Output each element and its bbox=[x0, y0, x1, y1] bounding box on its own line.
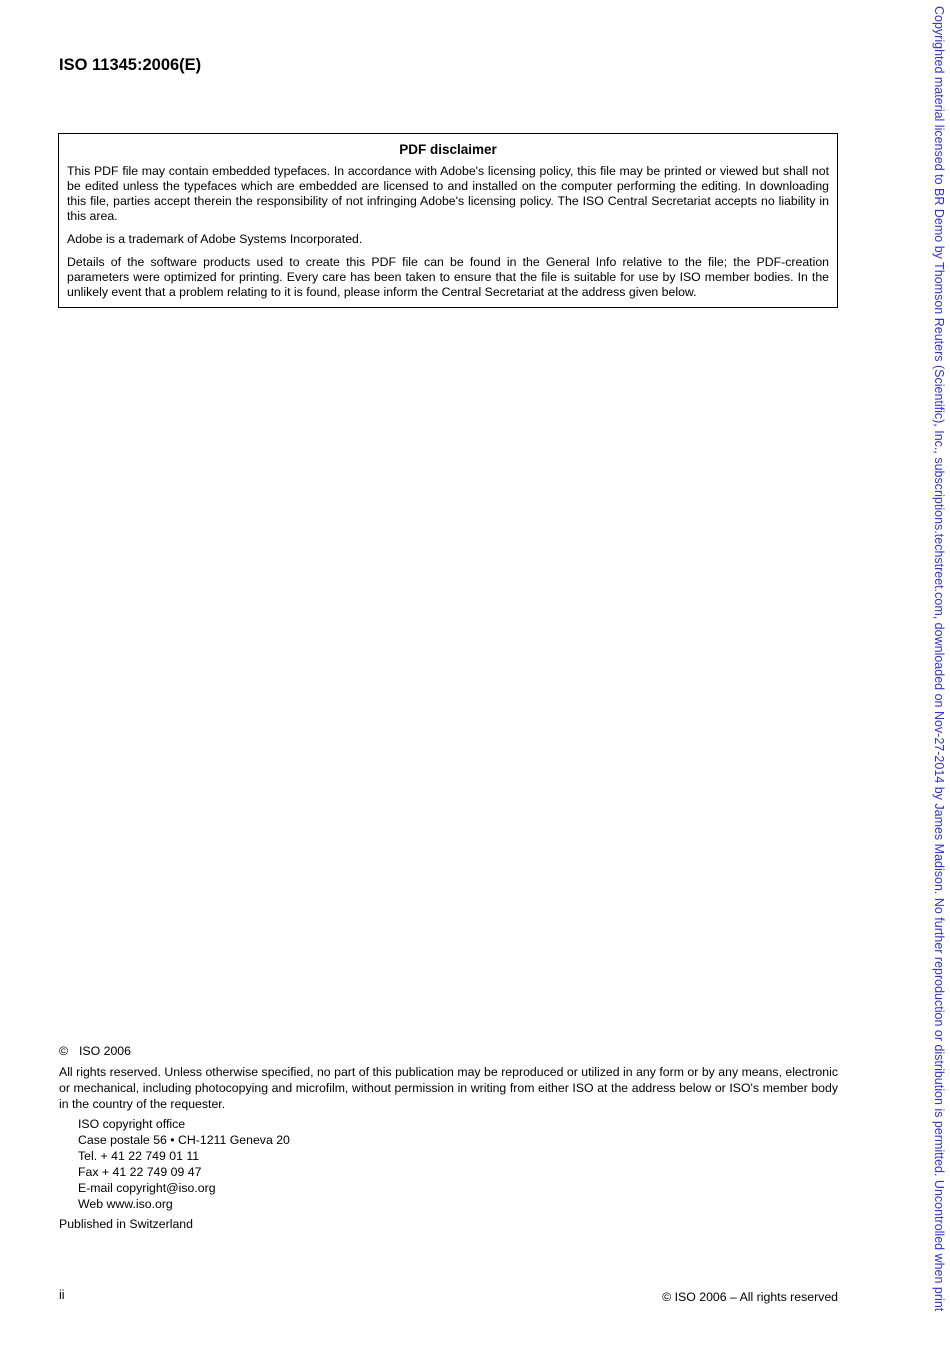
copyright-year: ISO 2006 bbox=[79, 1044, 131, 1058]
disclaimer-paragraph-details: Details of the software products used to create this PDF file can be found in the General Info relative to the file; the PDF-creation parameters were optimized for printing. Every care has been taken to ensure that the file is suitable for use by ISO member bodies. In the unlikely event that a problem relating to it is found, please inform the Central Secretariat at the address given below. bbox=[67, 255, 829, 299]
disclaimer-title: PDF disclaimer bbox=[399, 142, 497, 157]
address-line-office: ISO copyright office bbox=[78, 1117, 186, 1131]
copyright-block bbox=[59, 1043, 838, 1232]
pdf-disclaimer-box bbox=[58, 133, 838, 308]
document-id: ISO 11345:2006(E) bbox=[59, 56, 202, 74]
address-line-postal: Case postale 56 • CH-1211 Geneva 20 bbox=[78, 1133, 290, 1147]
page-number: ii bbox=[59, 1288, 65, 1302]
footer-copyright: © ISO 2006 – All rights reserved bbox=[662, 1290, 838, 1304]
address-line-email: E-mail copyright@iso.org bbox=[78, 1181, 216, 1195]
copyright-symbol: © bbox=[59, 1044, 69, 1058]
address-line-tel: Tel. + 41 22 749 01 11 bbox=[78, 1149, 200, 1163]
copyright-line bbox=[59, 1043, 838, 1059]
disclaimer-paragraph-typefaces: This PDF file may contain embedded typefaces. In accordance with Adobe's licensing policy, this file may be printed or viewed but shall not be edited unless the typefaces which are embedded are licensed to and installed on the computer performing the editing. In downloading this file, parties accept therein the responsibility of not infringing Adobe's licensing policy. The ISO Central Secretariat accepts no liability in this area. bbox=[67, 164, 829, 223]
license-watermark bbox=[929, 6, 949, 1345]
rights-statement: All rights reserved. Unless otherwise specified, no part of this publication may be reproduced or utilized in any form or by any means, electronic or mechanical, including photocopying and microfilm, without permission in writing from either ISO at the address below or ISO's member body in the country of the requester. bbox=[59, 1065, 838, 1111]
disclaimer-paragraph-trademark: Adobe is a trademark of Adobe Systems Incorporated. bbox=[67, 232, 363, 246]
copyright-office-address bbox=[78, 1116, 838, 1212]
address-line-web: Web www.iso.org bbox=[78, 1197, 173, 1211]
watermark-text: Copyrighted material licensed to BR Demo by Thomson Reuters (Scientific), Inc., subscriptions.techstreet.com, downloaded on Nov-27-2014 by James Madison. No further reproduction or distribution is permitted. Uncontrolled when print bbox=[932, 6, 946, 1312]
address-line-fax: Fax + 41 22 749 09 47 bbox=[78, 1165, 202, 1179]
published-location: Published in Switzerland bbox=[59, 1217, 193, 1231]
